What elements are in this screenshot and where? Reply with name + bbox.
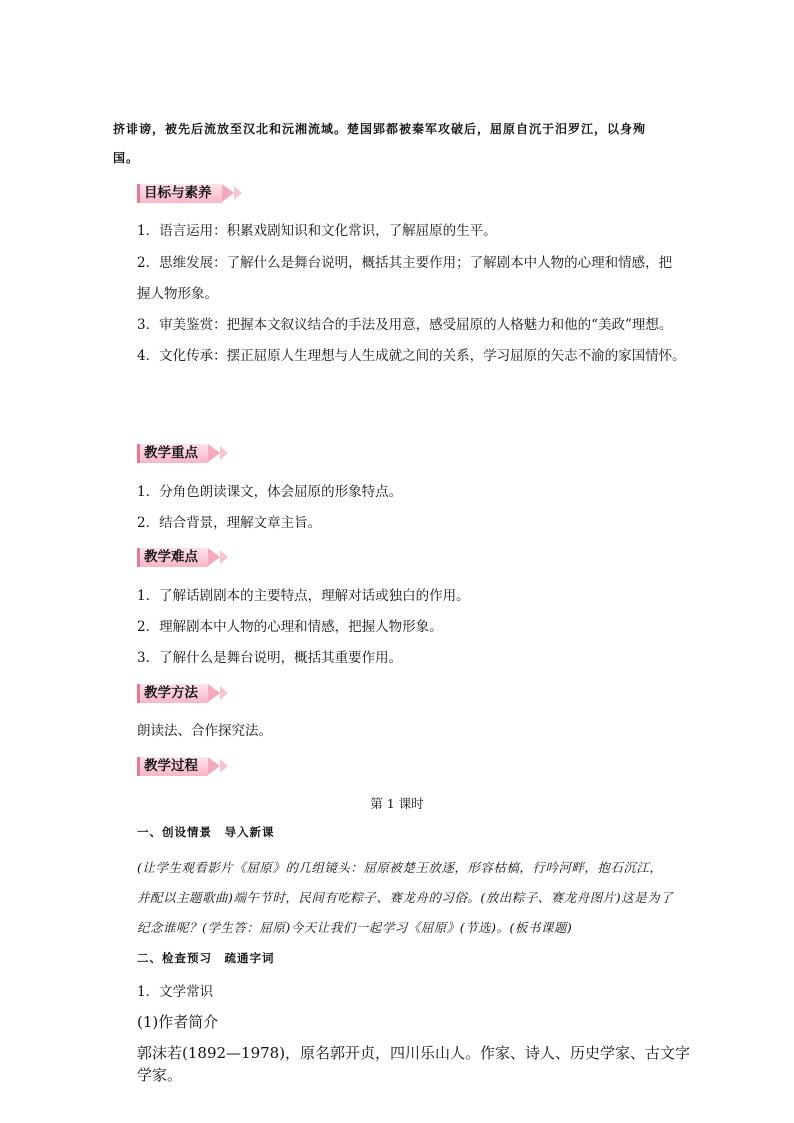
section-heading-difficulties [137, 548, 208, 567]
chevron-right-icon [234, 186, 242, 200]
key-point-2: 2．结合背景，理解文章主旨。 [137, 515, 322, 531]
section-heading-methods [137, 684, 208, 703]
chevron-right-icon [220, 686, 228, 700]
goal-item-2a: 2．思维发展：了解什么是舞台说明，概括其主要作用；了解剧本中人物的心理和情感，把 [137, 255, 673, 271]
heading-label: 教学难点 [144, 549, 198, 565]
subheading-literary: 1．文学常识 [137, 984, 214, 1000]
chevron-right-icon [220, 550, 228, 564]
heading-label: 教学重点 [144, 445, 198, 461]
subheading-author: (1)作者简介 [137, 1013, 219, 1031]
difficulty-2: 2．理解剧本中人物的心理和情感，把握人物形象。 [137, 619, 443, 635]
heading-label: 目标与素养 [144, 185, 212, 201]
key-point-1: 1．分角色朗读课文，体会屈原的形象特点。 [137, 484, 403, 500]
author-bio: 郭沫若(1892—1978)，原名郭开贞，四川乐山人。作家、诗人、历史学家、古文字学家。 [137, 1044, 691, 1084]
heading-label: 教学过程 [144, 758, 198, 774]
goal-item-4: 4．文化传承：摆正屈原人生理想与人生成就之间的关系，学习屈原的矢志不渝的家国情怀。 [137, 348, 686, 364]
goal-item-1: 1．语言运用：积累戏剧知识和文化常识，了解屈原的生平。 [137, 223, 497, 239]
heading-label: 教学方法 [144, 685, 198, 701]
lesson-title: 第 1 课时 [370, 796, 424, 811]
difficulty-1: 1．了解话剧剧本的主要特点，理解对话或独白的作用。 [137, 588, 470, 604]
section-heading-process [137, 757, 208, 776]
section-heading-key-points [137, 444, 208, 463]
intro-line-1: 挤诽谤，被先后流放至汉北和沅湘流域。楚国郢都被秦军攻破后，屈原自沉于汨罗江，以身殉 [113, 122, 647, 136]
intro-line-2: 国。 [113, 151, 140, 165]
difficulty-3: 3．了解什么是舞台说明，概括其重要作用。 [137, 650, 403, 666]
methods-text: 朗读法、合作探究法。 [137, 723, 272, 739]
section1-line-2: 并配以主题歌曲)端午节时，民间有吃粽子、赛龙舟的习俗。(放出粽子、赛龙舟图片)这是为了 [137, 890, 674, 905]
section1-title: 一、创设情景 导入新课 [137, 825, 275, 839]
section2-title: 二、检查预习 疏通字词 [137, 951, 275, 965]
section1-line-1: (让学生观看影片《屈原》的几组镜头：屈原被楚王放逐，形容枯槁，行吟河畔，抱石沉江， [137, 860, 663, 875]
chevron-right-icon [220, 446, 228, 460]
goal-item-3: 3．审美鉴赏：把握本文叙议结合的手法及用意，感受屈原的人格魅力和他的“美政”理想。 [137, 317, 673, 333]
section-heading-goals [137, 184, 222, 203]
goal-item-2b: 握人物形象。 [137, 286, 218, 302]
chevron-right-icon [220, 759, 228, 773]
section1-line-3: 纪念谁呢？(学生答：屈原)今天让我们一起学习《屈原》(节选)。(板书课题) [137, 920, 573, 935]
